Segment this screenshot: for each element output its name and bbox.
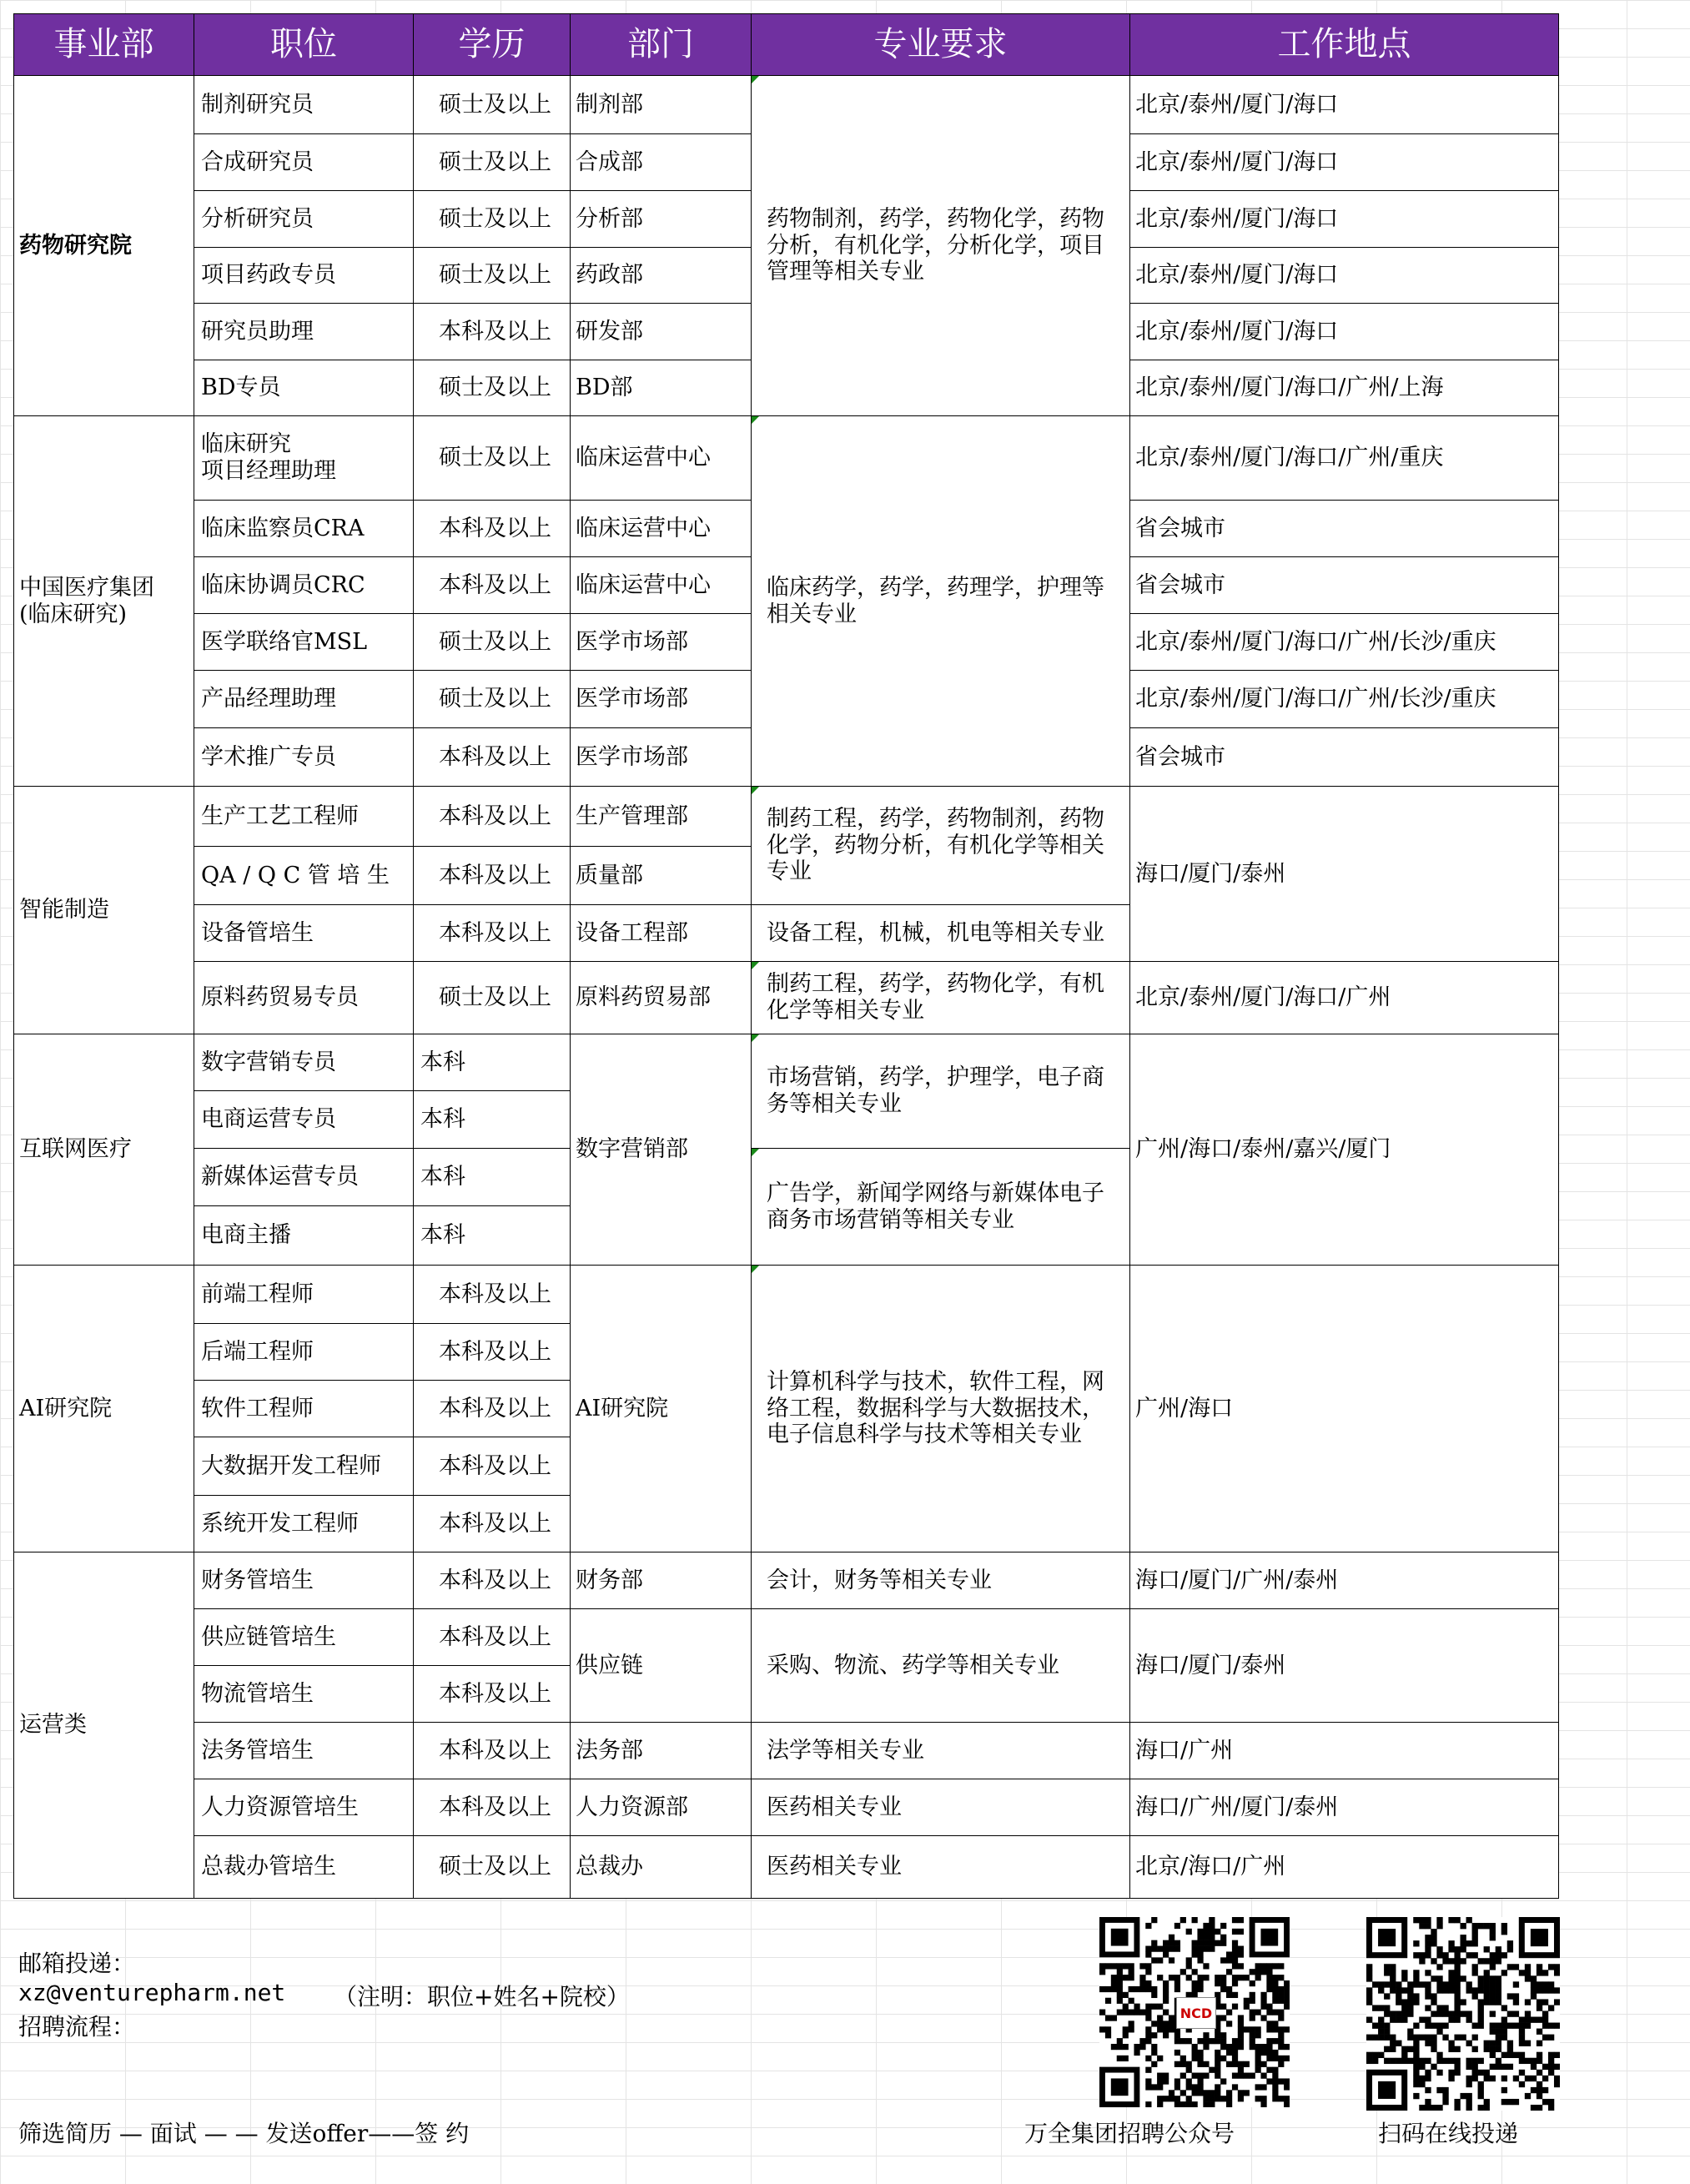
location-cell: 北京/泰州/厦门/海口 bbox=[1129, 75, 1559, 134]
department-cell: 数字营销部 bbox=[570, 1034, 752, 1266]
business-unit-cell: 中国医疗集团 (临床研究) bbox=[13, 415, 194, 787]
position-cell: 临床协调员CRC bbox=[194, 556, 414, 614]
position-cell: 分析研究员 bbox=[194, 190, 414, 248]
position-cell: 大数据开发工程师 bbox=[194, 1437, 414, 1496]
education-cell: 本科及以上 bbox=[413, 1265, 571, 1324]
header-major: 专业要求 bbox=[751, 13, 1130, 76]
education-cell: 硕士及以上 bbox=[413, 247, 571, 304]
department-cell: 制剂部 bbox=[570, 75, 752, 134]
header-location: 工作地点 bbox=[1129, 13, 1559, 76]
process-label: 招聘流程： bbox=[18, 2013, 136, 2041]
position-cell: 系统开发工程师 bbox=[194, 1495, 414, 1552]
position-cell: 前端工程师 bbox=[194, 1265, 414, 1324]
header-business-unit: 事业部 bbox=[13, 13, 194, 76]
location-cell: 北京/泰州/厦门/海口 bbox=[1129, 133, 1559, 191]
education-cell: 本科及以上 bbox=[413, 904, 571, 962]
major-requirement-cell: 医药相关专业 bbox=[751, 1779, 1130, 1836]
position-cell: QA / Q C 管 培 生 bbox=[194, 846, 414, 905]
education-cell: 硕士及以上 bbox=[413, 190, 571, 248]
department-cell: 临床运营中心 bbox=[570, 556, 752, 614]
department-cell: 临床运营中心 bbox=[570, 500, 752, 557]
location-cell: 海口/厦门/广州/泰州 bbox=[1129, 1552, 1559, 1609]
education-cell: 硕士及以上 bbox=[413, 961, 571, 1034]
position-cell: 物流管培生 bbox=[194, 1665, 414, 1723]
department-cell: 财务部 bbox=[570, 1552, 752, 1609]
location-cell: 海口/厦门/泰州 bbox=[1129, 786, 1559, 962]
education-cell: 本科及以上 bbox=[413, 556, 571, 614]
position-cell: 临床研究 项目经理助理 bbox=[194, 415, 414, 501]
major-requirement-cell: 采购、物流、药学等相关专业 bbox=[751, 1608, 1130, 1723]
position-cell: 合成研究员 bbox=[194, 133, 414, 191]
education-cell: 本科及以上 bbox=[413, 303, 571, 360]
qr1-caption: 万全集团招聘公众号 bbox=[1024, 2120, 1235, 2147]
education-cell: 本科及以上 bbox=[413, 1323, 571, 1381]
department-cell: BD部 bbox=[570, 360, 752, 416]
location-cell: 省会城市 bbox=[1129, 727, 1559, 787]
business-unit-cell: 智能制造 bbox=[13, 786, 194, 1034]
education-cell: 硕士及以上 bbox=[413, 613, 571, 671]
email-address[interactable]: xz@venturepharm.net bbox=[18, 1979, 286, 2006]
department-cell: 药政部 bbox=[570, 247, 752, 304]
location-cell: 广州/海口/泰州/嘉兴/厦门 bbox=[1129, 1034, 1559, 1266]
education-cell: 硕士及以上 bbox=[413, 133, 571, 191]
department-cell: 质量部 bbox=[570, 846, 752, 905]
major-requirement-cell: 医药相关专业 bbox=[751, 1835, 1130, 1899]
recruitment-process: 筛选简历 — 面试 — — 发送offer——签 约 bbox=[18, 2120, 470, 2147]
department-cell: 总裁办 bbox=[570, 1835, 752, 1899]
email-note: （注明：职位+姓名+院校） bbox=[334, 1983, 630, 2010]
position-cell: 临床监察员CRA bbox=[194, 500, 414, 557]
major-requirement-cell: 计算机科学与技术，软件工程，网络工程，数据科学与大数据技术，电子信息科学与技术等相关专业 bbox=[751, 1265, 1130, 1552]
department-cell: 研发部 bbox=[570, 303, 752, 360]
department-cell: 医学市场部 bbox=[570, 670, 752, 728]
education-cell: 硕士及以上 bbox=[413, 360, 571, 416]
education-cell: 本科及以上 bbox=[413, 500, 571, 557]
location-cell: 海口/广州/厦门/泰州 bbox=[1129, 1779, 1559, 1836]
location-cell: 北京/泰州/厦门/海口 bbox=[1129, 190, 1559, 248]
major-requirement-cell: 法学等相关专业 bbox=[751, 1722, 1130, 1779]
position-cell: 后端工程师 bbox=[194, 1323, 414, 1381]
position-cell: 原料药贸易专员 bbox=[194, 961, 414, 1034]
department-cell: AI研究院 bbox=[570, 1265, 752, 1552]
department-cell: 设备工程部 bbox=[570, 904, 752, 962]
education-cell: 本科 bbox=[413, 1148, 571, 1206]
education-cell: 本科及以上 bbox=[413, 846, 571, 905]
education-cell: 本科及以上 bbox=[413, 1665, 571, 1723]
education-cell: 本科及以上 bbox=[413, 786, 571, 847]
location-cell: 北京/泰州/厦门/海口/广州/重庆 bbox=[1129, 415, 1559, 501]
location-cell: 北京/泰州/厦门/海口/广州/长沙/重庆 bbox=[1129, 613, 1559, 671]
major-requirement-cell: 设备工程，机械，机电等相关专业 bbox=[751, 904, 1130, 962]
business-unit-cell: 互联网医疗 bbox=[13, 1034, 194, 1266]
department-cell: 法务部 bbox=[570, 1722, 752, 1779]
department-cell: 供应链 bbox=[570, 1608, 752, 1723]
qr2-caption: 扫码在线投递 bbox=[1378, 2120, 1519, 2147]
position-cell: 项目药政专员 bbox=[194, 247, 414, 304]
department-cell: 医学市场部 bbox=[570, 727, 752, 787]
location-cell: 北京/泰州/厦门/海口/广州/上海 bbox=[1129, 360, 1559, 416]
education-cell: 本科及以上 bbox=[413, 1722, 571, 1779]
position-cell: 数字营销专员 bbox=[194, 1034, 414, 1091]
department-cell: 原料药贸易部 bbox=[570, 961, 752, 1034]
major-requirement-cell: 市场营销，药学，护理学，电子商务等相关专业 bbox=[751, 1034, 1130, 1149]
position-cell: 研究员助理 bbox=[194, 303, 414, 360]
location-cell: 海口/厦门/泰州 bbox=[1129, 1608, 1559, 1723]
apply-qr-code[interactable] bbox=[1366, 1917, 1560, 2111]
position-cell: 新媒体运营专员 bbox=[194, 1148, 414, 1206]
education-cell: 本科及以上 bbox=[413, 1608, 571, 1666]
header-department: 部门 bbox=[570, 13, 752, 76]
location-cell: 海口/广州 bbox=[1129, 1722, 1559, 1779]
position-cell: 设备管培生 bbox=[194, 904, 414, 962]
position-cell: 软件工程师 bbox=[194, 1380, 414, 1437]
department-cell: 合成部 bbox=[570, 133, 752, 191]
department-cell: 临床运营中心 bbox=[570, 415, 752, 501]
education-cell: 本科及以上 bbox=[413, 1495, 571, 1552]
major-requirement-cell: 广告学，新闻学网络与新媒体电子商务市场营销等相关专业 bbox=[751, 1148, 1130, 1266]
education-cell: 本科 bbox=[413, 1034, 571, 1091]
business-unit-cell: 药物研究院 bbox=[13, 75, 194, 416]
location-cell: 广州/海口 bbox=[1129, 1265, 1559, 1552]
location-cell: 北京/海口/广州 bbox=[1129, 1835, 1559, 1899]
education-cell: 本科及以上 bbox=[413, 1552, 571, 1609]
education-cell: 本科及以上 bbox=[413, 1437, 571, 1496]
location-cell: 北京/泰州/厦门/海口 bbox=[1129, 247, 1559, 304]
education-cell: 本科及以上 bbox=[413, 1380, 571, 1437]
major-requirement-cell: 临床药学，药学，药理学，护理等相关专业 bbox=[751, 415, 1130, 787]
education-cell: 本科及以上 bbox=[413, 727, 571, 787]
location-cell: 省会城市 bbox=[1129, 500, 1559, 557]
education-cell: 本科 bbox=[413, 1090, 571, 1149]
header-position: 职位 bbox=[194, 13, 414, 76]
business-unit-cell: 运营类 bbox=[13, 1552, 194, 1899]
location-cell: 省会城市 bbox=[1129, 556, 1559, 614]
department-cell: 分析部 bbox=[570, 190, 752, 248]
header-education: 学历 bbox=[413, 13, 571, 76]
position-cell: 医学联络官MSL bbox=[194, 613, 414, 671]
major-requirement-cell: 药物制剂，药学，药物化学，药物分析，有机化学，分析化学，项目管理等相关专业 bbox=[751, 75, 1130, 416]
position-cell: 产品经理助理 bbox=[194, 670, 414, 728]
position-cell: 总裁办管培生 bbox=[194, 1835, 414, 1899]
position-cell: 电商运营专员 bbox=[194, 1090, 414, 1149]
wechat-qr-code[interactable] bbox=[1099, 1917, 1290, 2107]
education-cell: 硕士及以上 bbox=[413, 670, 571, 728]
position-cell: 制剂研究员 bbox=[194, 75, 414, 134]
position-cell: 财务管培生 bbox=[194, 1552, 414, 1609]
location-cell: 北京/泰州/厦门/海口/广州 bbox=[1129, 961, 1559, 1034]
department-cell: 人力资源部 bbox=[570, 1779, 752, 1836]
location-cell: 北京/泰州/厦门/海口/广州/长沙/重庆 bbox=[1129, 670, 1559, 728]
education-cell: 硕士及以上 bbox=[413, 75, 571, 134]
company-logo: NCD bbox=[1176, 1997, 1216, 2029]
major-requirement-cell: 会计，财务等相关专业 bbox=[751, 1552, 1130, 1609]
position-cell: 供应链管培生 bbox=[194, 1608, 414, 1666]
position-cell: 生产工艺工程师 bbox=[194, 786, 414, 847]
position-cell: BD专员 bbox=[194, 360, 414, 416]
position-cell: 电商主播 bbox=[194, 1205, 414, 1266]
department-cell: 医学市场部 bbox=[570, 613, 752, 671]
position-cell: 学术推广专员 bbox=[194, 727, 414, 787]
department-cell: 生产管理部 bbox=[570, 786, 752, 847]
education-cell: 本科 bbox=[413, 1205, 571, 1266]
education-cell: 本科及以上 bbox=[413, 1779, 571, 1836]
major-requirement-cell: 制药工程，药学，药物化学，有机化学等相关专业 bbox=[751, 961, 1130, 1034]
position-cell: 人力资源管培生 bbox=[194, 1779, 414, 1836]
education-cell: 硕士及以上 bbox=[413, 1835, 571, 1899]
email-label: 邮箱投递： bbox=[18, 1950, 136, 1977]
major-requirement-cell: 制药工程，药学，药物制剂，药物化学，药物分析，有机化学等相关专业 bbox=[751, 786, 1130, 905]
location-cell: 北京/泰州/厦门/海口 bbox=[1129, 303, 1559, 360]
business-unit-cell: AI研究院 bbox=[13, 1265, 194, 1552]
position-cell: 法务管培生 bbox=[194, 1722, 414, 1779]
education-cell: 硕士及以上 bbox=[413, 415, 571, 501]
